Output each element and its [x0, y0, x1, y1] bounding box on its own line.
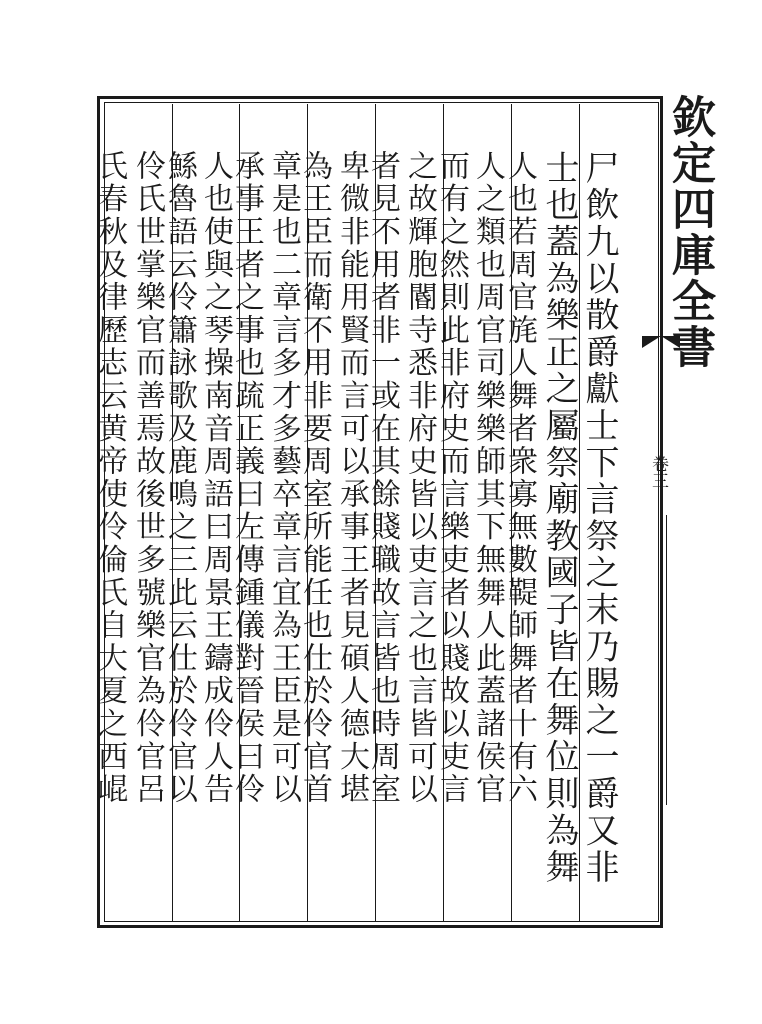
text-column: 氏春秋及律歷志云黄帝使伶倫氏自大夏之西崐	[92, 150, 127, 806]
text-column: 鯀魯語云伶簫詠歌及鹿鳴之三此云仕於伶官以	[162, 150, 197, 806]
text-column: 者見不用者非一或在其餘賤職故言皆也時周室	[365, 150, 400, 806]
text-column: 尸飲九以散爵獻士下言祭之末乃賜之一爵又非	[579, 150, 619, 886]
text-column: 承事王者之事也䟽正義曰左傳鍾儀對晉侯曰伶	[229, 150, 264, 806]
text-column: 人之類也周官司樂樂師其下無舞人此蓋諸侯官	[470, 150, 505, 806]
text-column: 人也若周官旄人舞者衆寡無數鞮師舞者十有六	[502, 150, 537, 806]
text-column: 士也蓋為樂正之屬祭廟教國子皆在舞位則為舞	[539, 150, 579, 886]
text-column: 為王臣而衛不用非要周室所能任也仕於伶官首	[297, 150, 332, 806]
fish-tail-ornament-icon	[642, 336, 680, 362]
text-column: 而有之然則此非府史而言樂吏者以賤故以吏言	[434, 150, 469, 806]
text-column: 人也使與之琴操南音周語曰周景王鑄成伶人告	[198, 150, 233, 806]
text-column: 之故輝胞閽寺悉非府史皆以吏言之也言皆可以	[402, 150, 437, 806]
volume-label: 卷三	[648, 455, 668, 489]
text-column: 卑微非能用賢而言可以承事王者見碩人德大堪	[334, 150, 369, 806]
book-title: 欽定四庫全書	[664, 94, 715, 370]
text-column: 章是也二章言多才多藝卒章言宜為王臣是可以	[266, 150, 301, 806]
text-column: 伶氏世掌樂官而善焉故後世多號樂官為伶官呂	[130, 150, 165, 806]
banner-divider	[666, 515, 667, 805]
